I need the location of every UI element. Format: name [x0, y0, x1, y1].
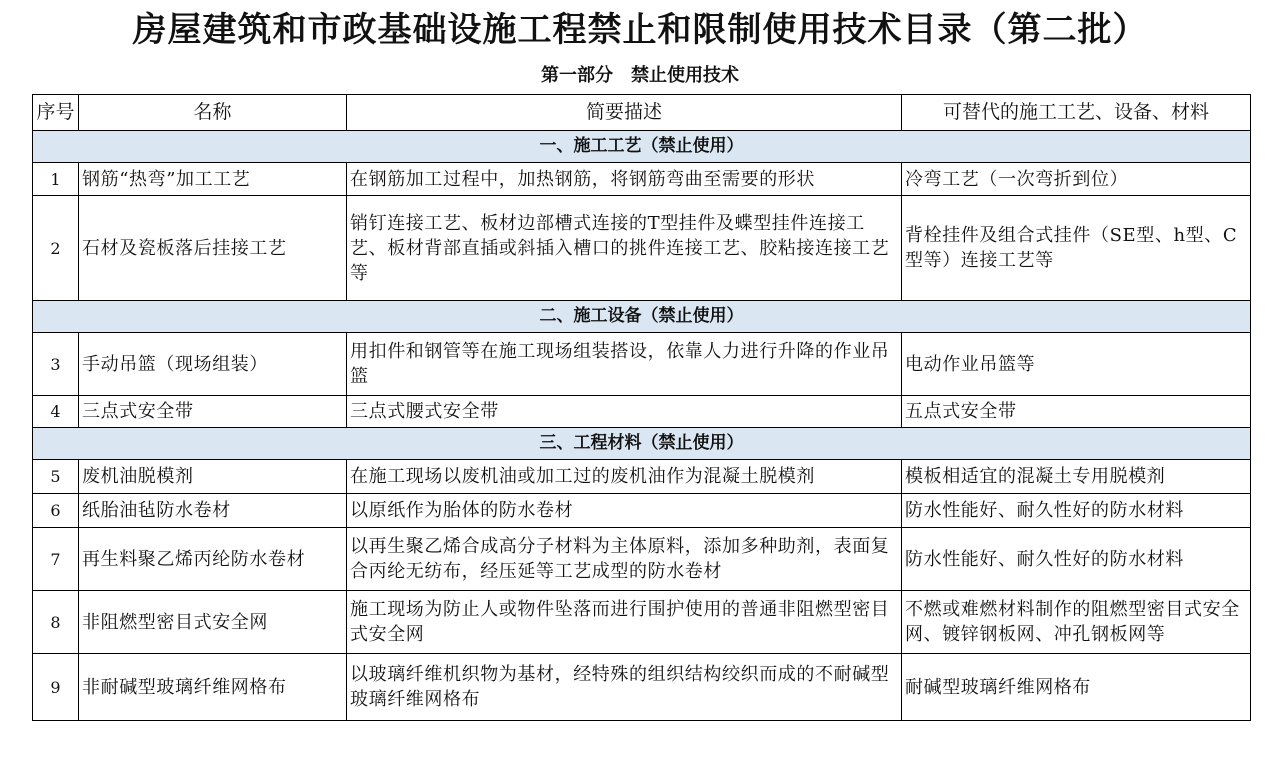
row-alternative: 耐碱型玻璃纤维网格布	[902, 654, 1251, 721]
row-description: 三点式腰式安全带	[347, 396, 902, 428]
row-alternative: 防水性能好、耐久性好的防水材料	[902, 528, 1251, 591]
row-description: 在施工现场以废机油或加工过的废机油作为混凝土脱模剂	[347, 460, 902, 494]
row-description: 在钢筋加工过程中，加热钢筋，将钢筋弯曲至需要的形状	[347, 163, 902, 196]
row-description: 以原纸作为胎体的防水卷材	[347, 494, 902, 528]
row-description: 用扣件和钢管等在施工现场组装搭设，依靠人力进行升降的作业吊篮	[347, 333, 902, 396]
row-description: 以玻璃纤维机织物为基材，经特殊的组织结构绞织而成的不耐碱型玻璃纤维网格布	[347, 654, 902, 721]
row-alternative: 背栓挂件及组合式挂件（SE型、h型、C型等）连接工艺等	[902, 196, 1251, 301]
table-row	[33, 196, 1251, 301]
technology-table	[32, 94, 1251, 721]
section-title: 二、施工设备（禁止使用）	[33, 301, 1251, 333]
table-row	[33, 163, 1251, 196]
document-title: 房屋建筑和市政基础设施工程禁止和限制使用技术目录（第二批）	[132, 10, 1148, 50]
row-no: 4	[33, 396, 79, 428]
row-name: 非耐碱型玻璃纤维网格布	[79, 654, 347, 721]
row-description: 销钉连接工艺、板材边部槽式连接的T型挂件及蝶型挂件连接工艺、板材背部直插或斜插入槽口的挑件连接工艺、胶粘接连接工艺等	[347, 196, 902, 301]
row-alternative: 防水性能好、耐久性好的防水材料	[902, 494, 1251, 528]
row-name: 石材及瓷板落后挂接工艺	[79, 196, 347, 301]
row-alternative: 模板相适宜的混凝土专用脱模剂	[902, 460, 1251, 494]
row-name: 纸胎油毡防水卷材	[79, 494, 347, 528]
table-row	[33, 333, 1251, 396]
row-no: 2	[33, 196, 79, 301]
header-description: 简要描述	[347, 95, 902, 131]
row-alternative: 冷弯工艺（一次弯折到位）	[902, 163, 1251, 196]
row-no: 1	[33, 163, 79, 196]
row-name: 再生料聚乙烯丙纶防水卷材	[79, 528, 347, 591]
header-name: 名称	[79, 95, 347, 131]
section-row	[33, 301, 1251, 333]
row-no: 8	[33, 591, 79, 654]
table-row	[33, 396, 1251, 428]
table-row	[33, 528, 1251, 591]
section-row	[33, 131, 1251, 163]
table-header-row	[33, 95, 1251, 131]
row-no: 5	[33, 460, 79, 494]
row-no: 3	[33, 333, 79, 396]
row-no: 6	[33, 494, 79, 528]
row-alternative: 电动作业吊篮等	[902, 333, 1251, 396]
section-row	[33, 428, 1251, 460]
header-no: 序号	[33, 95, 79, 131]
section-title: 一、施工工艺（禁止使用）	[33, 131, 1251, 163]
part-title: 第一部分 禁止使用技术	[541, 65, 739, 86]
row-name: 手动吊篮（现场组装）	[79, 333, 347, 396]
row-name: 非阻燃型密目式安全网	[79, 591, 347, 654]
table-row	[33, 494, 1251, 528]
row-name: 三点式安全带	[79, 396, 347, 428]
row-name: 废机油脱模剂	[79, 460, 347, 494]
row-no: 7	[33, 528, 79, 591]
row-alternative: 五点式安全带	[902, 396, 1251, 428]
row-description: 施工现场为防止人或物件坠落而进行围护使用的普通非阻燃型密目式安全网	[347, 591, 902, 654]
row-name: 钢筋“热弯”加工工艺	[79, 163, 347, 196]
row-no: 9	[33, 654, 79, 721]
row-alternative: 不燃或难燃材料制作的阻燃型密目式安全网、镀锌钢板网、冲孔钢板网等	[902, 591, 1251, 654]
table-row	[33, 591, 1251, 654]
header-alternative: 可替代的施工工艺、设备、材料	[902, 95, 1251, 131]
table-row	[33, 654, 1251, 721]
table-row	[33, 460, 1251, 494]
row-description: 以再生聚乙烯合成高分子材料为主体原料，添加多种助剂，表面复合丙纶无纺布，经压延等工艺成型的防水卷材	[347, 528, 902, 591]
section-title: 三、工程材料（禁止使用）	[33, 428, 1251, 460]
